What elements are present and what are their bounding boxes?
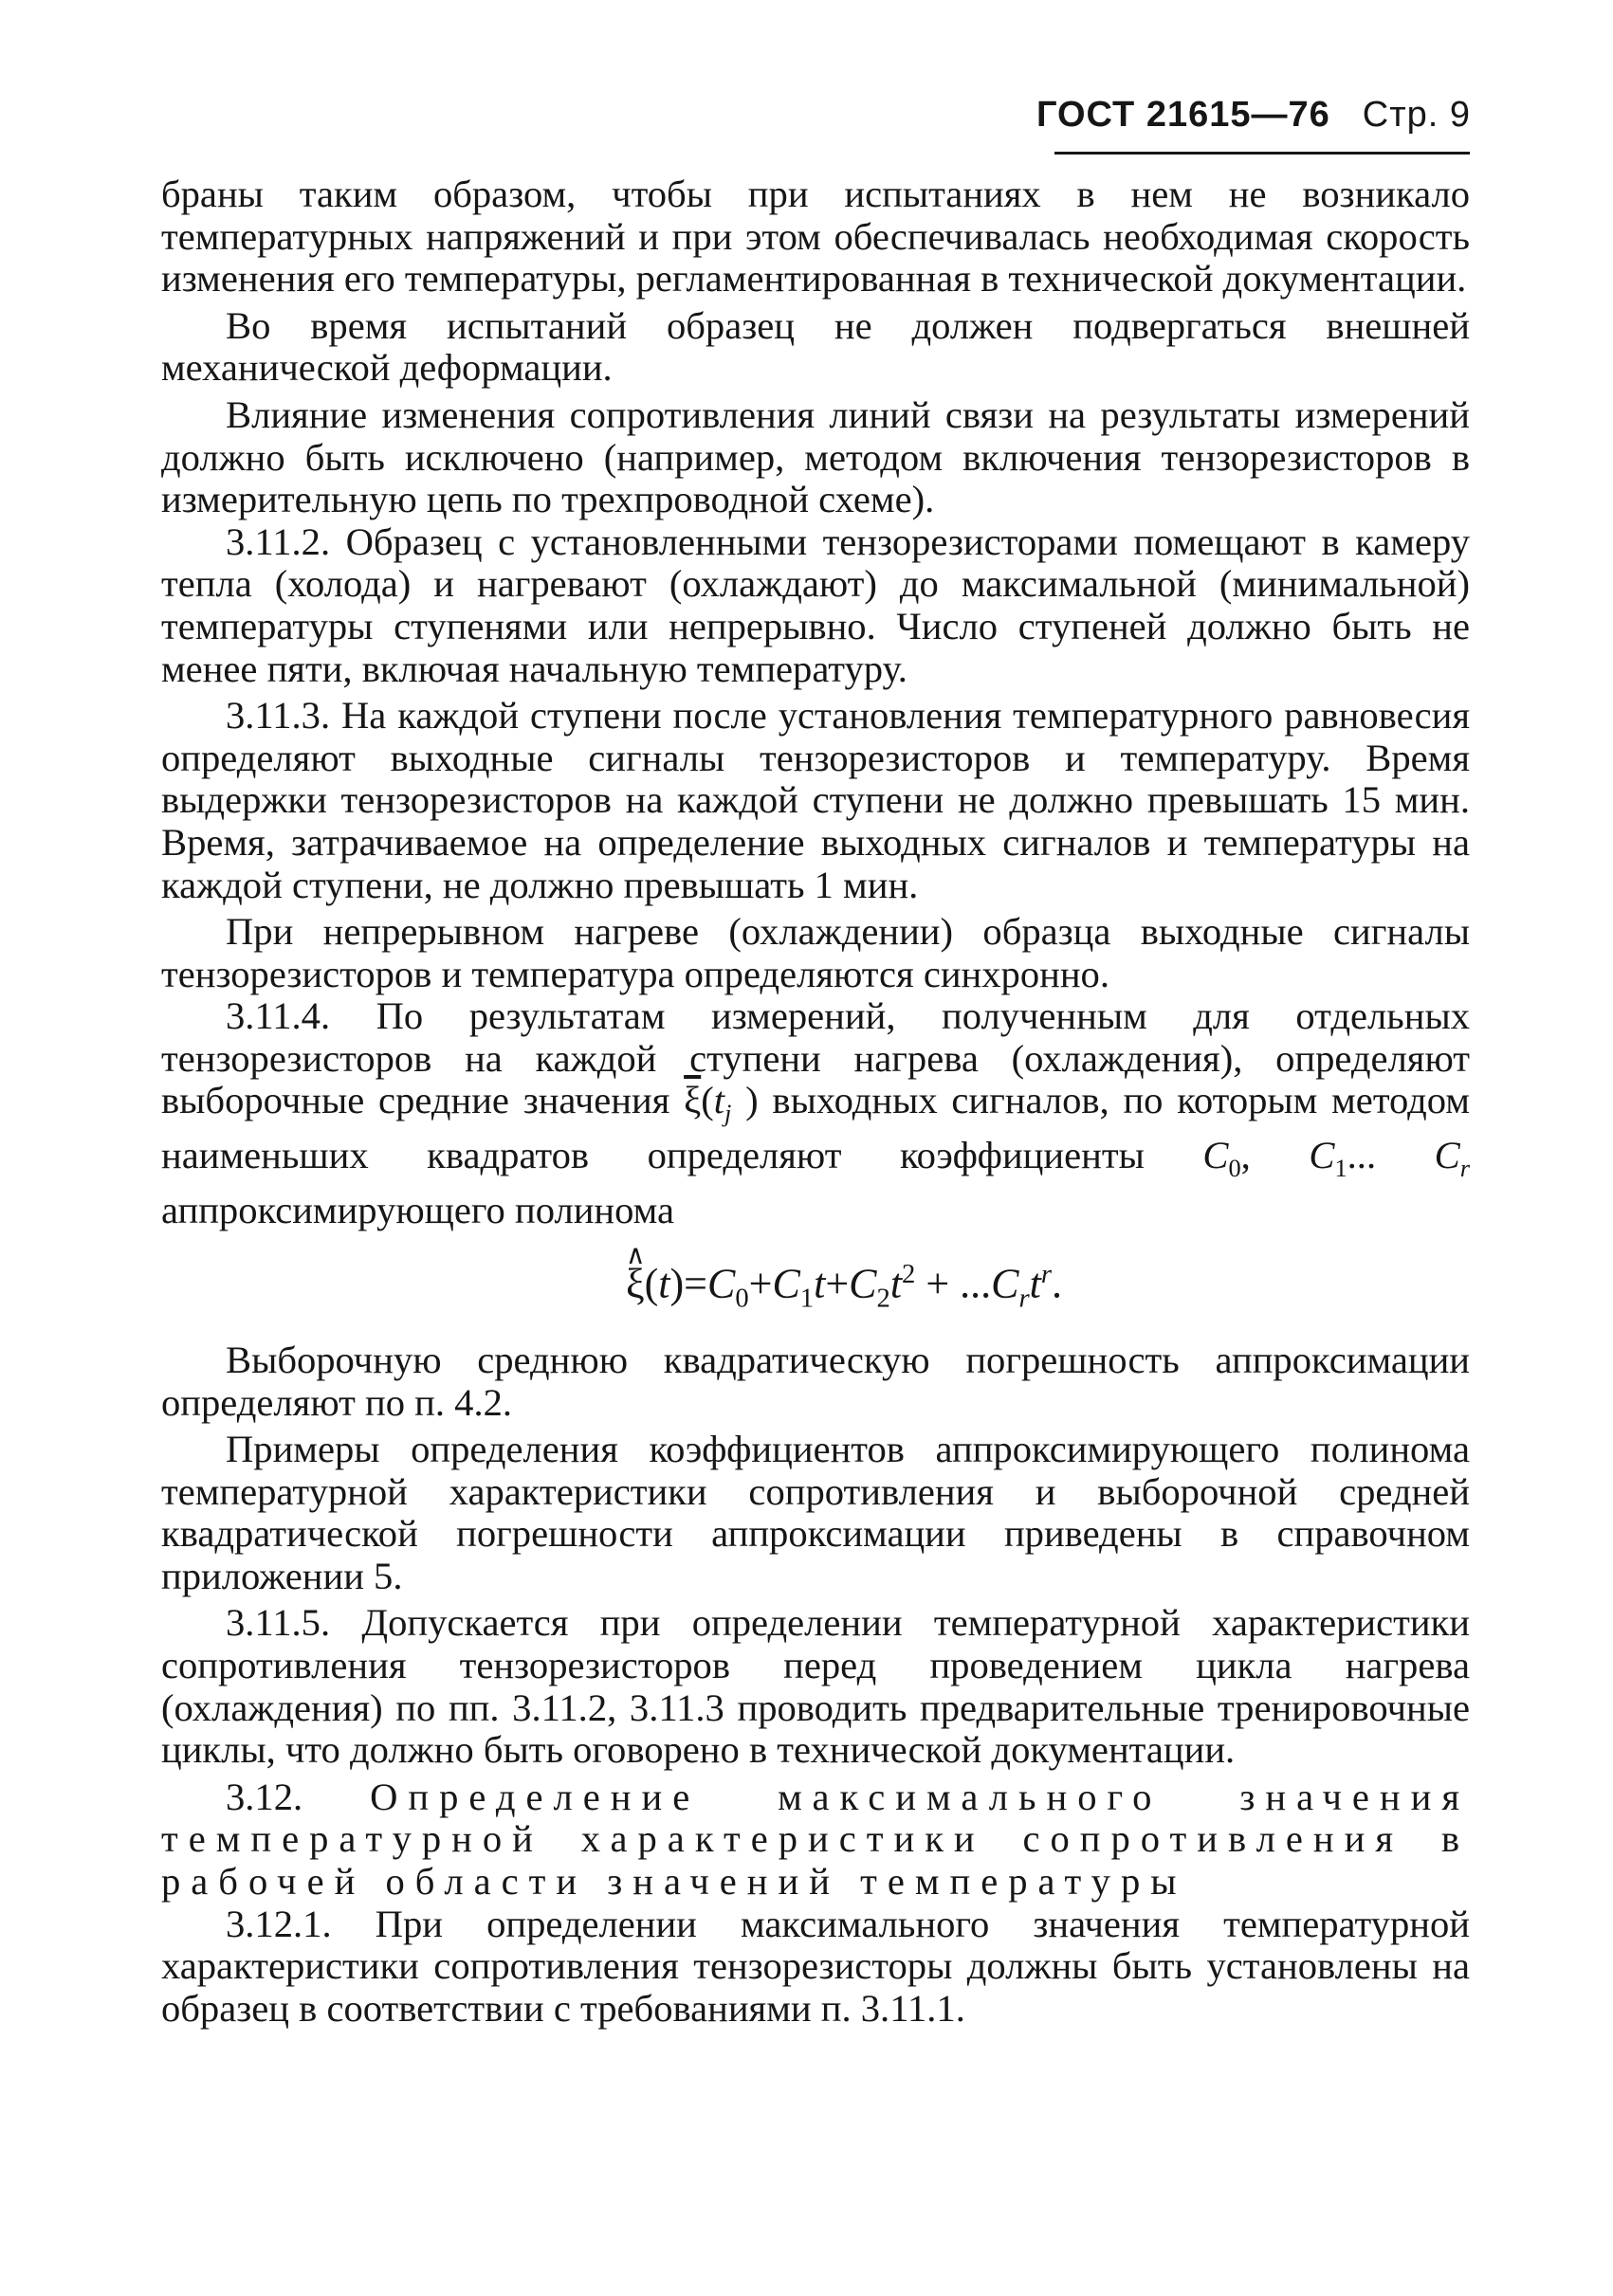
page-number: Стр. 9 xyxy=(1362,95,1471,135)
document-body xyxy=(161,173,1470,2030)
paragraph-continued: браны таким образом, чтобы при испытаниях в нем не возникало температурных напряжений и при этом обеспечивалась необходимая скорость изменения его температуры, регламентированная в технической документации. xyxy=(161,173,1470,301)
clause-3-11-4-text-1: 3.11.4. По результатам измерений, полученным для отдельных тензорезисторов на каждой ступени нагрева (охлаждения), определяют выборочные средние значения xyxy=(161,994,1470,1122)
inline-mean-signal: $\overline{\xi}(t_j$ ) xyxy=(684,1079,759,1128)
section-3-12-title: Определение максимального значения температурной характеристики сопротивления в рабочей области значений температуры xyxy=(161,1775,1470,1904)
clause-3-11-5: 3.11.5. Допускается при определении температурной характеристики сопротивления тензорезисторов перед проведением цикла нагрева (охлаждения) по пп. 3.11.2, 3.11.3 проводить предварительные тренировочные циклы, что должно быть оговорено в технической документации. xyxy=(161,1601,1470,1772)
page-header xyxy=(1036,95,1471,136)
polynomial-formula: ∧ $\xi(t)=C_0+C_1t+C_2t^2 + ...C_rt^r$. xyxy=(161,1248,1470,1325)
clause-3-11-3: 3.11.3. На каждой ступени после установления температурного равновесия определяют выходные сигналы тензорезисторов и температуру. Время выдержки тензорезисторов на каждой ступени не должно превышать 15 мин. Время, затрачиваемое на определение выходных сигналов и температуры на каждой ступени, не должно превышать 1 мин. xyxy=(161,694,1470,906)
clause-3-12-1: 3.12.1. При определении максимального значения температурной характеристики сопротивления тензорезисторы должны быть установлены на образец в соответствии с требованиями п. 3.11.1. xyxy=(161,1902,1470,2030)
paragraph-line-resistance: Влияние изменения сопротивления линий связи на результаты измерений должно быть исключено (например, методом включения тензорезисторов в измерительную цепь по трехпроводной схеме). xyxy=(161,392,1470,521)
clause-3-11-4-text-3: аппроксимирующего полинома xyxy=(161,1188,675,1231)
clause-3-11-4 xyxy=(161,995,1470,1231)
hat-xi-symbol: ∧ ξ xyxy=(626,1258,645,1311)
paragraph-no-deformation: Во время испытаний образец не должен подвергаться внешней механической деформации. xyxy=(161,303,1470,390)
section-3-12-number: 3.12. xyxy=(226,1775,303,1818)
clause-3-11-2: 3.11.2. Образец с установленными тензорезисторами помещают в камеру тепла (холода) и нагревают (охлаждают) до максимальной (минимальной) температуры ступенями или непрерывно. Число ступеней должно быть не менее пяти, включая начальную температуру. xyxy=(161,519,1470,690)
paragraph-continuous-heating: При непрерывном нагреве (охлаждении) образца выходные сигналы тензорезисторов и температура определяются синхронно. xyxy=(161,910,1470,995)
paragraph-examples: Примеры определения коэффициентов аппроксимирующего полинома температурной характеристики сопротивления и выборочной средней квадратической погрешности аппроксимации приведены в справочном приложении 5. xyxy=(161,1428,1470,1597)
paragraph-approx-error: Выборочную среднюю квадратическую погрешность аппроксимации определяют по п. 4.2. xyxy=(161,1338,1470,1424)
header-rule xyxy=(1054,152,1470,155)
section-3-12-heading xyxy=(161,1777,1470,1904)
inline-coefficients: $C_0$, $C_1$... $C_r$ xyxy=(1202,1134,1470,1183)
standard-number: ГОСТ 21615—76 xyxy=(1036,95,1330,135)
clause-3-11-4-text-2: выходных сигналов, по которым методом наименьших квадратов определяют коэффициенты xyxy=(161,1079,1470,1177)
